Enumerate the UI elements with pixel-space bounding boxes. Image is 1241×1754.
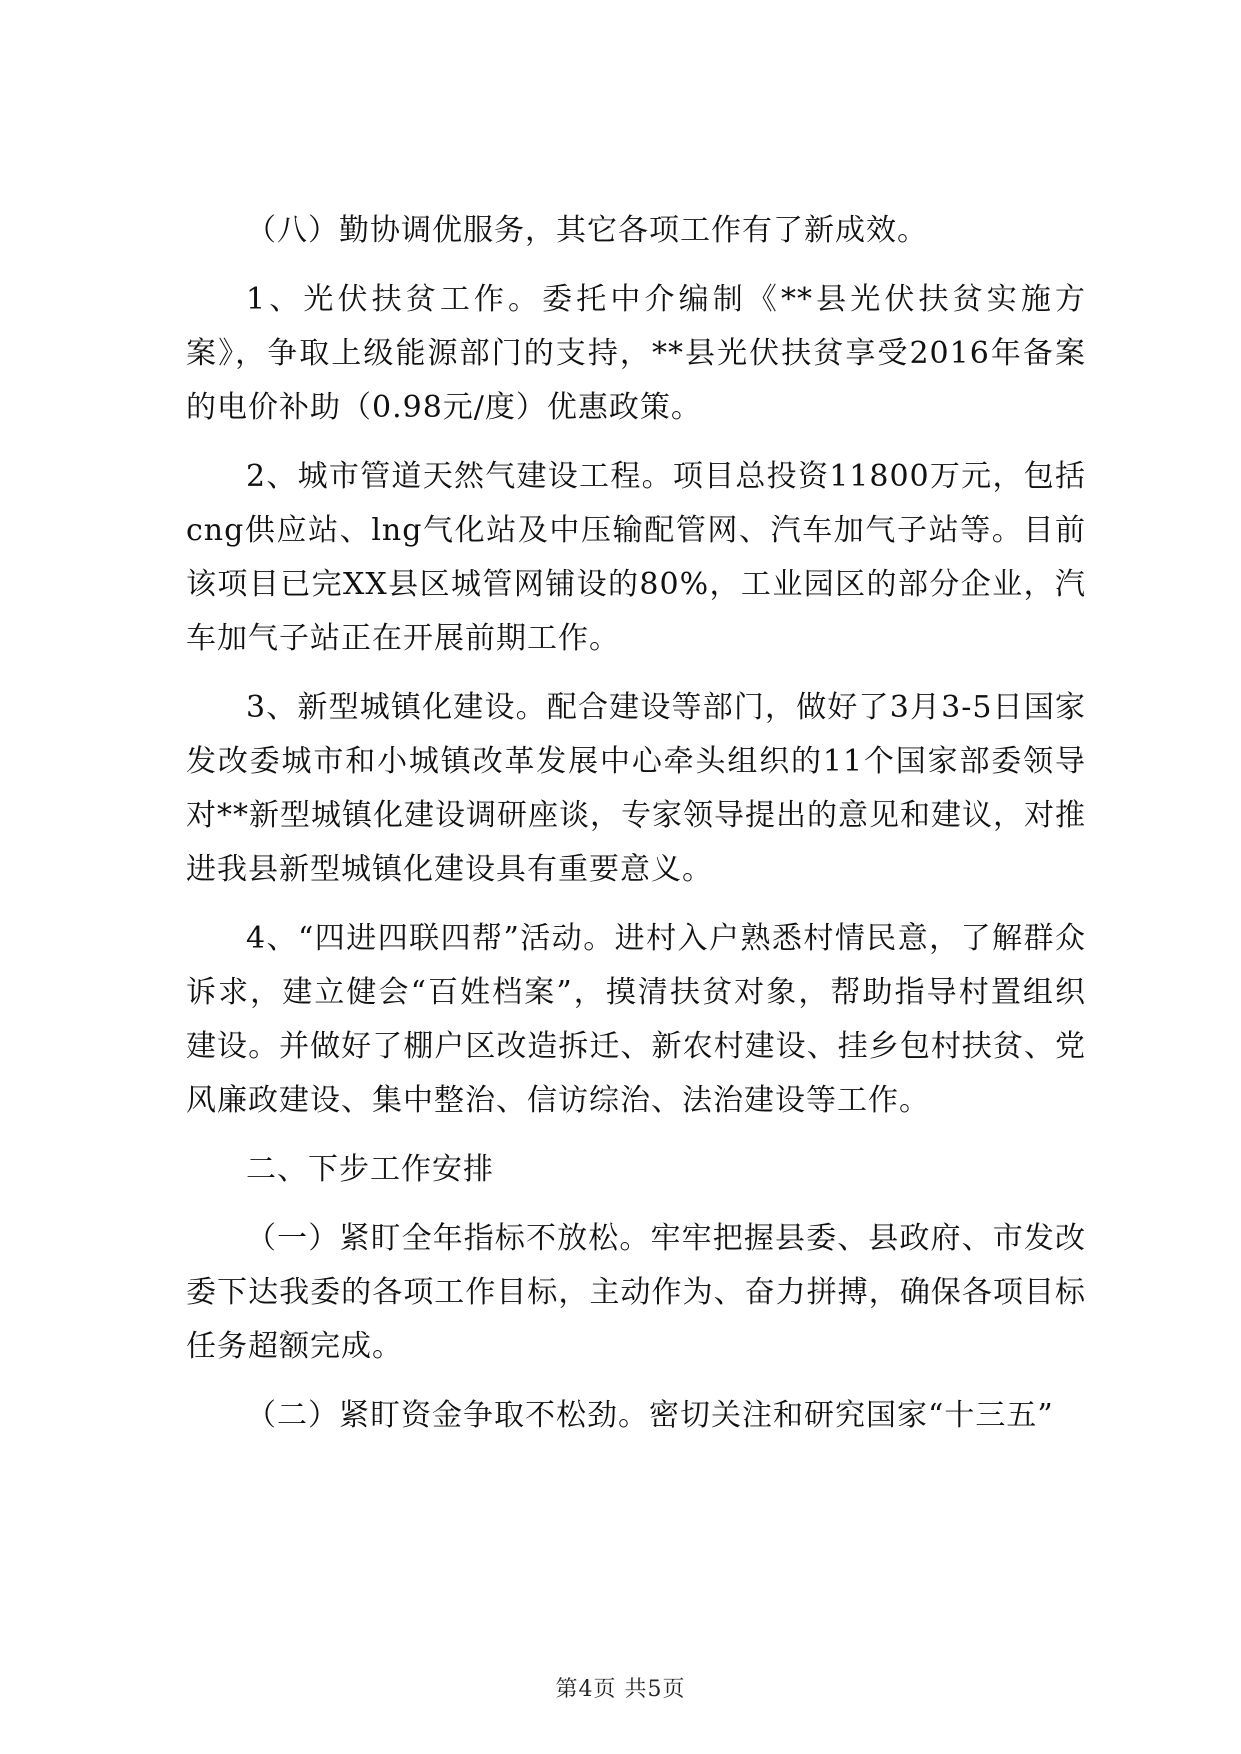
section-heading-next-steps: 二、下步工作安排 [246, 1152, 494, 1187]
paragraph-section-8-heading: （八）勤协调优服务，其它各项工作有了新成效。 [246, 213, 928, 248]
paragraph-four-activities: 4、“四进四联四帮”活动。进村入户熟悉村情民意，了解群众诉求，建立健会“百姓档案”，摸清扶贫对象，帮助指导村置组织建设。并做好了棚户区改造拆迁、新农村建设、挂乡包村扶贫、党风廉政建设、集中整治、信访综治、法治建设等工作。 [186, 921, 1086, 1118]
document-body [186, 204, 1086, 1458]
paragraph-funding: （二）紧盯资金争取不松劲。密切关注和研究国家“十三五” [246, 1398, 1054, 1433]
paragraph-solar-poverty-relief: 1、光伏扶贫工作。委托中介编制《**县光伏扶贫实施方案》，争取上级能源部门的支持，**县光伏扶贫享受2016年备案的电价补助（0.98元/度）优惠政策。 [186, 282, 1086, 425]
paragraph-annual-targets: （一）紧盯全年指标不放松。牢牢把握县委、县政府、市发改委下达我委的各项工作目标，主动作为、奋力拼搏，确保各项目标任务超额完成。 [186, 1221, 1086, 1364]
page-footer: 第4页 共5页 [555, 1677, 686, 1702]
paragraph-urbanization: 3、新型城镇化建设。配合建设等部门，做好了3月3-5日国家发改委城市和小城镇改革发展中心牵头组织的11个国家部委领导对**新型城镇化建设调研座谈，专家领导提出的意见和建议，对推进我县新型城镇化建设具有重要意义。 [186, 690, 1086, 887]
paragraph-natural-gas-project: 2、城市管道天然气建设工程。项目总投资11800万元，包括cng供应站、lng气化站及中压输配管网、汽车加气子站等。目前该项目已完XX县区城管网铺设的80%，工业园区的部分企业，汽车加气子站正在开展前期工作。 [186, 459, 1086, 656]
